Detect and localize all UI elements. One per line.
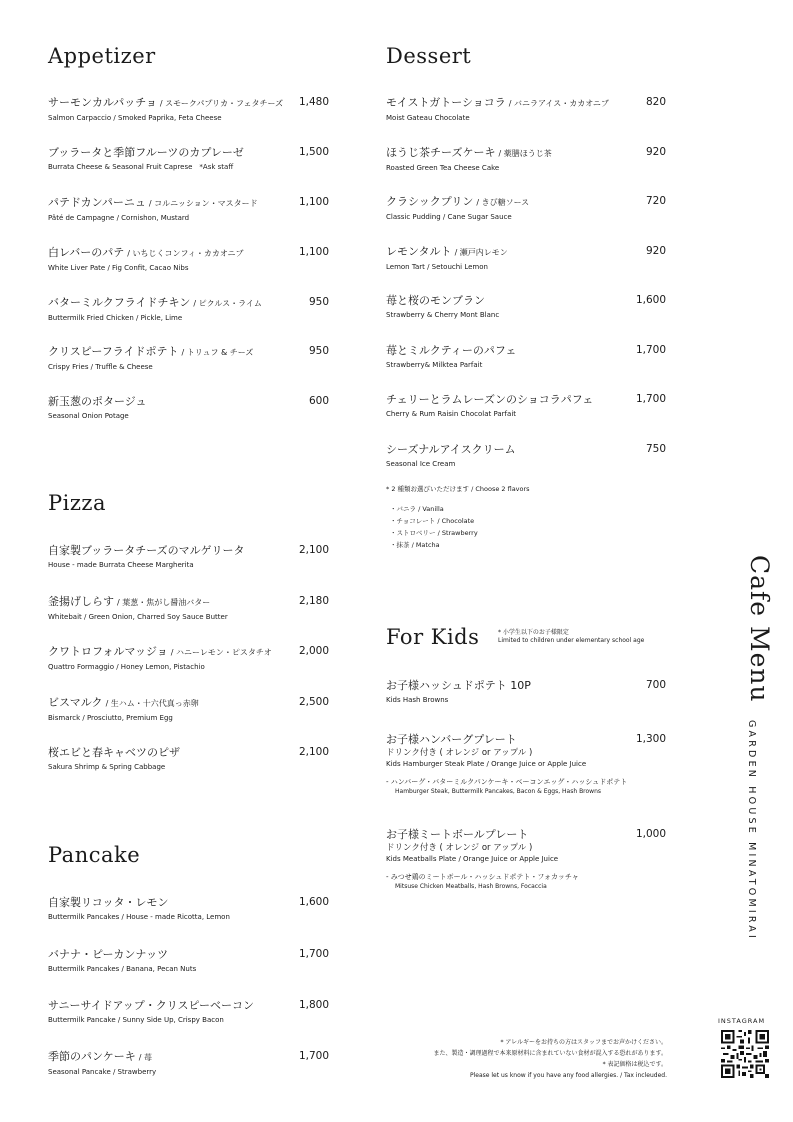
item-price: 1,700 xyxy=(298,1050,329,1062)
item-price: 1,600 xyxy=(298,896,329,908)
menu-item xyxy=(48,696,329,723)
menu-item xyxy=(48,645,329,672)
item-name-ja xyxy=(48,896,230,909)
item-name-detail: / 薬膳ほうじ茶 xyxy=(498,149,552,158)
item-name-ja xyxy=(48,696,199,710)
item-price: 750 xyxy=(645,443,666,455)
item-name-main: 新玉葱のポタージュ xyxy=(48,395,147,408)
item-name-ja xyxy=(386,679,531,692)
item-includes xyxy=(386,873,579,891)
item-name-ja xyxy=(386,828,579,841)
item-includes-en: Mitsuse Chicken Meatballs, Hash Browns, Focaccia xyxy=(395,883,547,890)
menu-item xyxy=(48,595,329,622)
item-includes xyxy=(386,778,627,796)
item-name-en: Burrata Cheese & Seasonal Fruit Caprese *Ask staff xyxy=(48,163,234,171)
menu-item xyxy=(386,679,666,705)
item-name-main: バナナ・ピーカンナッツ xyxy=(48,948,169,961)
menu-item xyxy=(386,443,666,469)
footer-line: * 表記価格は税込です。 xyxy=(602,1061,667,1068)
flavor-list xyxy=(390,503,478,551)
item-name-main: サニーサイドアップ・クリスピーベーコン xyxy=(48,999,255,1012)
flavor-item: ・チョコレート / Chocolate xyxy=(390,517,475,525)
item-name-en: Quattro Formaggio / Honey Lemon, Pistachio xyxy=(48,663,205,671)
menu-item xyxy=(386,245,666,272)
menu-item xyxy=(386,828,666,891)
item-name-en: Seasonal Pancake / Strawberry xyxy=(48,1068,157,1076)
footer-line: Please let us know if you have any food allergies. / Tax incleuded. xyxy=(469,1072,667,1079)
item-name-main: チェリーとラムレーズンのショコラパフェ xyxy=(386,393,594,406)
item-name-detail: / スモークパプリカ・フェタチーズ xyxy=(159,99,284,108)
menu-item xyxy=(48,246,329,273)
menu-item xyxy=(386,344,666,370)
item-name-main: 季節のパンケーキ xyxy=(48,1050,136,1063)
item-price: 820 xyxy=(645,96,666,108)
item-name-detail: / トリュフ & チーズ xyxy=(181,348,254,357)
item-includes-ja: - みつせ鶏のミートボール・ハッシュドポテト・フォカッチャ xyxy=(386,873,579,881)
item-name-main: ブッラータと季節フルーツのカプレーゼ xyxy=(48,146,244,159)
item-name-ja xyxy=(48,595,228,609)
item-name-ja xyxy=(48,246,244,260)
item-name-ja xyxy=(48,948,196,961)
appetizer-title: Appetizer xyxy=(48,44,156,68)
item-name-detail: / ハニーレモン・ピスタチオ xyxy=(170,648,272,657)
item-name-ja xyxy=(48,196,258,210)
menu-item xyxy=(48,948,329,974)
item-price: 2,500 xyxy=(298,696,329,708)
item-name-main: サーモンカルパッチョ xyxy=(48,96,157,109)
menu-item xyxy=(48,96,329,123)
item-price: 950 xyxy=(308,296,329,308)
item-name-en: Lemon Tart / Setouchi Lemon xyxy=(386,263,488,271)
item-name-ja xyxy=(48,96,283,110)
item-name-main: 自家製リコッタ・レモン xyxy=(48,896,169,909)
item-name-main: 釜揚げしらす xyxy=(48,595,114,608)
item-name-en: Buttermilk Fried Chicken / Pickle, Lime xyxy=(48,314,183,322)
instagram-label: INSTAGRAM xyxy=(718,1017,766,1025)
menu-item xyxy=(48,146,329,172)
item-name-ja xyxy=(386,733,627,746)
item-name-en: House - made Burrata Cheese Margherita xyxy=(48,561,194,569)
item-name-ja xyxy=(48,999,254,1012)
item-price: 1,000 xyxy=(635,828,666,840)
menu-item xyxy=(48,1050,329,1077)
item-name-detail: / ピクルス・ライム xyxy=(193,299,262,308)
item-price: 1,800 xyxy=(298,999,329,1011)
dessert-title: Dessert xyxy=(386,44,472,68)
item-name-en: Cherry & Rum Raisin Chocolat Parfait xyxy=(386,410,517,418)
menu-item xyxy=(386,393,666,419)
item-name-ja xyxy=(48,296,262,310)
item-price: 1,700 xyxy=(298,948,329,960)
kids-note-ja: * 小学生以下のお子様限定 xyxy=(498,629,569,636)
kids-note-en: Limited to children under elementary school age xyxy=(498,637,645,644)
item-name-en: Kids Hamburger Steak Plate / Orange Juice or Apple Juice xyxy=(386,760,587,768)
item-name-ja xyxy=(386,96,609,110)
item-price: 700 xyxy=(645,679,666,691)
item-name-ja xyxy=(48,395,147,408)
item-price: 920 xyxy=(645,146,666,158)
kids-title: For Kids xyxy=(386,625,480,649)
item-name-ja xyxy=(48,345,253,359)
item-name-main: クリスピーフライドポテト xyxy=(48,345,179,358)
item-name-en: Kids Meatballs Plate / Orange Juice or Apple Juice xyxy=(386,855,559,863)
item-name-main: シーズナルアイスクリーム xyxy=(386,443,516,456)
item-name-main: 桜エビと春キャベツのピザ xyxy=(48,746,180,759)
item-name-ja xyxy=(386,195,529,209)
item-name-ja xyxy=(48,645,272,659)
menu-item xyxy=(48,896,329,922)
item-name-ja xyxy=(48,146,244,159)
menu-item xyxy=(386,195,666,222)
menu-item xyxy=(48,746,329,772)
item-name-en: Roasted Green Tea Cheese Cake xyxy=(386,164,500,172)
item-includes-ja: - ハンバーグ・バターミルクパンケーキ・ベーコンエッグ・ハッシュドポテト xyxy=(386,778,628,786)
footer-line: * アレルギーをお持ちの方はスタッフまでお声かけください。 xyxy=(500,1039,667,1046)
pancake-title: Pancake xyxy=(48,843,141,867)
item-price: 950 xyxy=(308,345,329,357)
item-name-detail: / コルニッション・マスタード xyxy=(148,199,258,208)
item-price: 1,100 xyxy=(298,246,329,258)
item-name-main: 苺とミルクティーのパフェ xyxy=(386,344,517,357)
item-name-en: Buttermilk Pancakes / House - made Ricotta, Lemon xyxy=(48,913,230,921)
menu-item xyxy=(48,196,329,223)
flavor-item: ・バニラ / Vanilla xyxy=(390,505,444,513)
item-price: 2,100 xyxy=(298,746,329,758)
item-price: 2,000 xyxy=(298,645,329,657)
item-name-main: 自家製ブッラータチーズのマルゲリータ xyxy=(48,544,245,557)
menu-item xyxy=(48,296,329,323)
item-name-ja xyxy=(386,245,508,259)
item-name-main: クラシックプリン xyxy=(386,195,474,208)
instagram-qr-code-icon[interactable] xyxy=(721,1030,769,1078)
item-price: 1,500 xyxy=(298,146,329,158)
item-name-en: Seasonal Onion Potage xyxy=(48,412,129,420)
item-name-main: 白レバーのパテ xyxy=(48,246,125,259)
item-price: 1,100 xyxy=(298,196,329,208)
item-name-detail: / いちじくコンフィ・カカオニブ xyxy=(127,249,244,258)
item-name-main: モイストガトーショコラ xyxy=(386,96,506,109)
item-name-en: Whitebait / Green Onion, Charred Soy Sauce Butter xyxy=(48,613,228,621)
item-price: 1,480 xyxy=(298,96,329,108)
item-name-en: Pâté de Campagne / Cornishon, Mustard xyxy=(48,214,190,222)
item-name-ja xyxy=(48,746,180,759)
menu-item xyxy=(386,733,666,796)
menu-item xyxy=(48,395,329,421)
item-name-ja xyxy=(386,344,516,357)
item-name-en: Classic Pudding / Cane Sugar Sauce xyxy=(386,213,512,221)
item-price: 2,180 xyxy=(298,595,329,607)
item-name-ja xyxy=(386,393,593,406)
flavor-note-text: * 2 種類お選びいただけます / Choose 2 flavors xyxy=(386,485,530,493)
item-name-en: Buttermilk Pancakes / Banana, Pecan Nuts xyxy=(48,965,197,973)
item-name-main: パテドカンパーニュ xyxy=(48,196,146,209)
item-name-ja xyxy=(48,1050,156,1064)
kids-note xyxy=(498,629,644,645)
item-price: 600 xyxy=(308,395,329,407)
menu-item xyxy=(386,294,666,320)
item-name-en: Strawberry & Cherry Mont Blanc xyxy=(386,311,500,319)
item-name-main: お子様ミートボールプレート xyxy=(386,828,529,841)
item-name-en: Bismarck / Prosciutto, Premium Egg xyxy=(48,714,173,722)
item-name-main: クワトロフォルマッジョ xyxy=(48,645,168,658)
menu-item xyxy=(48,345,329,372)
item-name-en: Kids Hash Browns xyxy=(386,696,449,704)
item-price: 2,100 xyxy=(298,544,329,556)
item-name-en: Sakura Shrimp & Spring Cabbage xyxy=(48,763,166,771)
item-name-detail: / 生ハム・十六代真っ赤卵 xyxy=(105,699,199,708)
item-drink: ドリンク付き ( オレンジ or アップル ) xyxy=(386,748,533,758)
item-name-ja xyxy=(386,443,516,456)
item-name-main: お子様ハンバーグプレート xyxy=(386,733,517,746)
item-name-ja xyxy=(48,544,244,557)
menu-item xyxy=(48,544,329,570)
restaurant-name: GARDEN HOUSE MINATOMIRAI xyxy=(746,720,757,941)
item-name-main: バターミルクフライドチキン xyxy=(48,296,191,309)
flavor-item: ・抹茶 / Matcha xyxy=(390,541,440,549)
item-name-main: 苺と桜のモンブラン xyxy=(386,294,485,307)
item-name-main: ほうじ茶チーズケーキ xyxy=(386,146,496,159)
item-price: 1,700 xyxy=(635,393,666,405)
item-price: 720 xyxy=(645,195,666,207)
item-name-main: レモンタルト xyxy=(386,245,452,258)
item-price: 920 xyxy=(645,245,666,257)
item-name-en: Salmon Carpaccio / Smoked Paprika, Feta Cheese xyxy=(48,114,222,122)
allergy-footer xyxy=(433,1037,667,1081)
item-price: 1,300 xyxy=(635,733,666,745)
flavor-note xyxy=(386,484,530,495)
item-name-en: White Liver Pate / Fig Confit, Cacao Nibs xyxy=(48,264,189,272)
item-name-main: お子様ハッシュドポテト 10P xyxy=(386,679,531,692)
item-name-en: Crispy Fries / Truffle & Cheese xyxy=(48,363,153,371)
item-name-ja xyxy=(386,294,499,307)
item-drink: ドリンク付き ( オレンジ or アップル ) xyxy=(386,843,533,853)
item-name-main: ビスマルク xyxy=(48,696,103,709)
item-name-detail: / 瀬戸内レモン xyxy=(454,248,508,257)
item-name-en: Buttermilk Pancake / Sunny Side Up, Crispy Bacon xyxy=(48,1016,224,1024)
cafe-menu-title: Cafe Menu xyxy=(745,555,774,703)
item-price: 1,700 xyxy=(635,344,666,356)
item-name-detail: / 苺 xyxy=(138,1053,153,1062)
item-name-en: Moist Gateau Chocolate xyxy=(386,114,470,122)
footer-line: また、製造・調理過程で本来原材料に含まれていない食材が混入する恐れがあります。 xyxy=(433,1050,667,1057)
item-name-en: Seasonal Ice Cream xyxy=(386,460,456,468)
item-name-en: Strawberry& Milktea Parfait xyxy=(386,361,483,369)
menu-item xyxy=(48,999,329,1025)
item-name-detail: / バニラアイス・カカオニブ xyxy=(508,99,609,108)
item-price: 1,600 xyxy=(635,294,666,306)
item-name-ja xyxy=(386,146,552,160)
item-includes-en: Hamburger Steak, Buttermilk Pancakes, Bacon & Eggs, Hash Browns xyxy=(395,788,602,795)
item-name-detail: / 葉葱・焦がし醤油バター xyxy=(117,598,211,607)
menu-item xyxy=(386,146,666,173)
pizza-title: Pizza xyxy=(48,491,106,515)
menu-item xyxy=(386,96,666,123)
flavor-item: ・ストロベリー / Strawberry xyxy=(390,529,478,537)
item-name-detail: / きび糖ソース xyxy=(476,198,530,207)
